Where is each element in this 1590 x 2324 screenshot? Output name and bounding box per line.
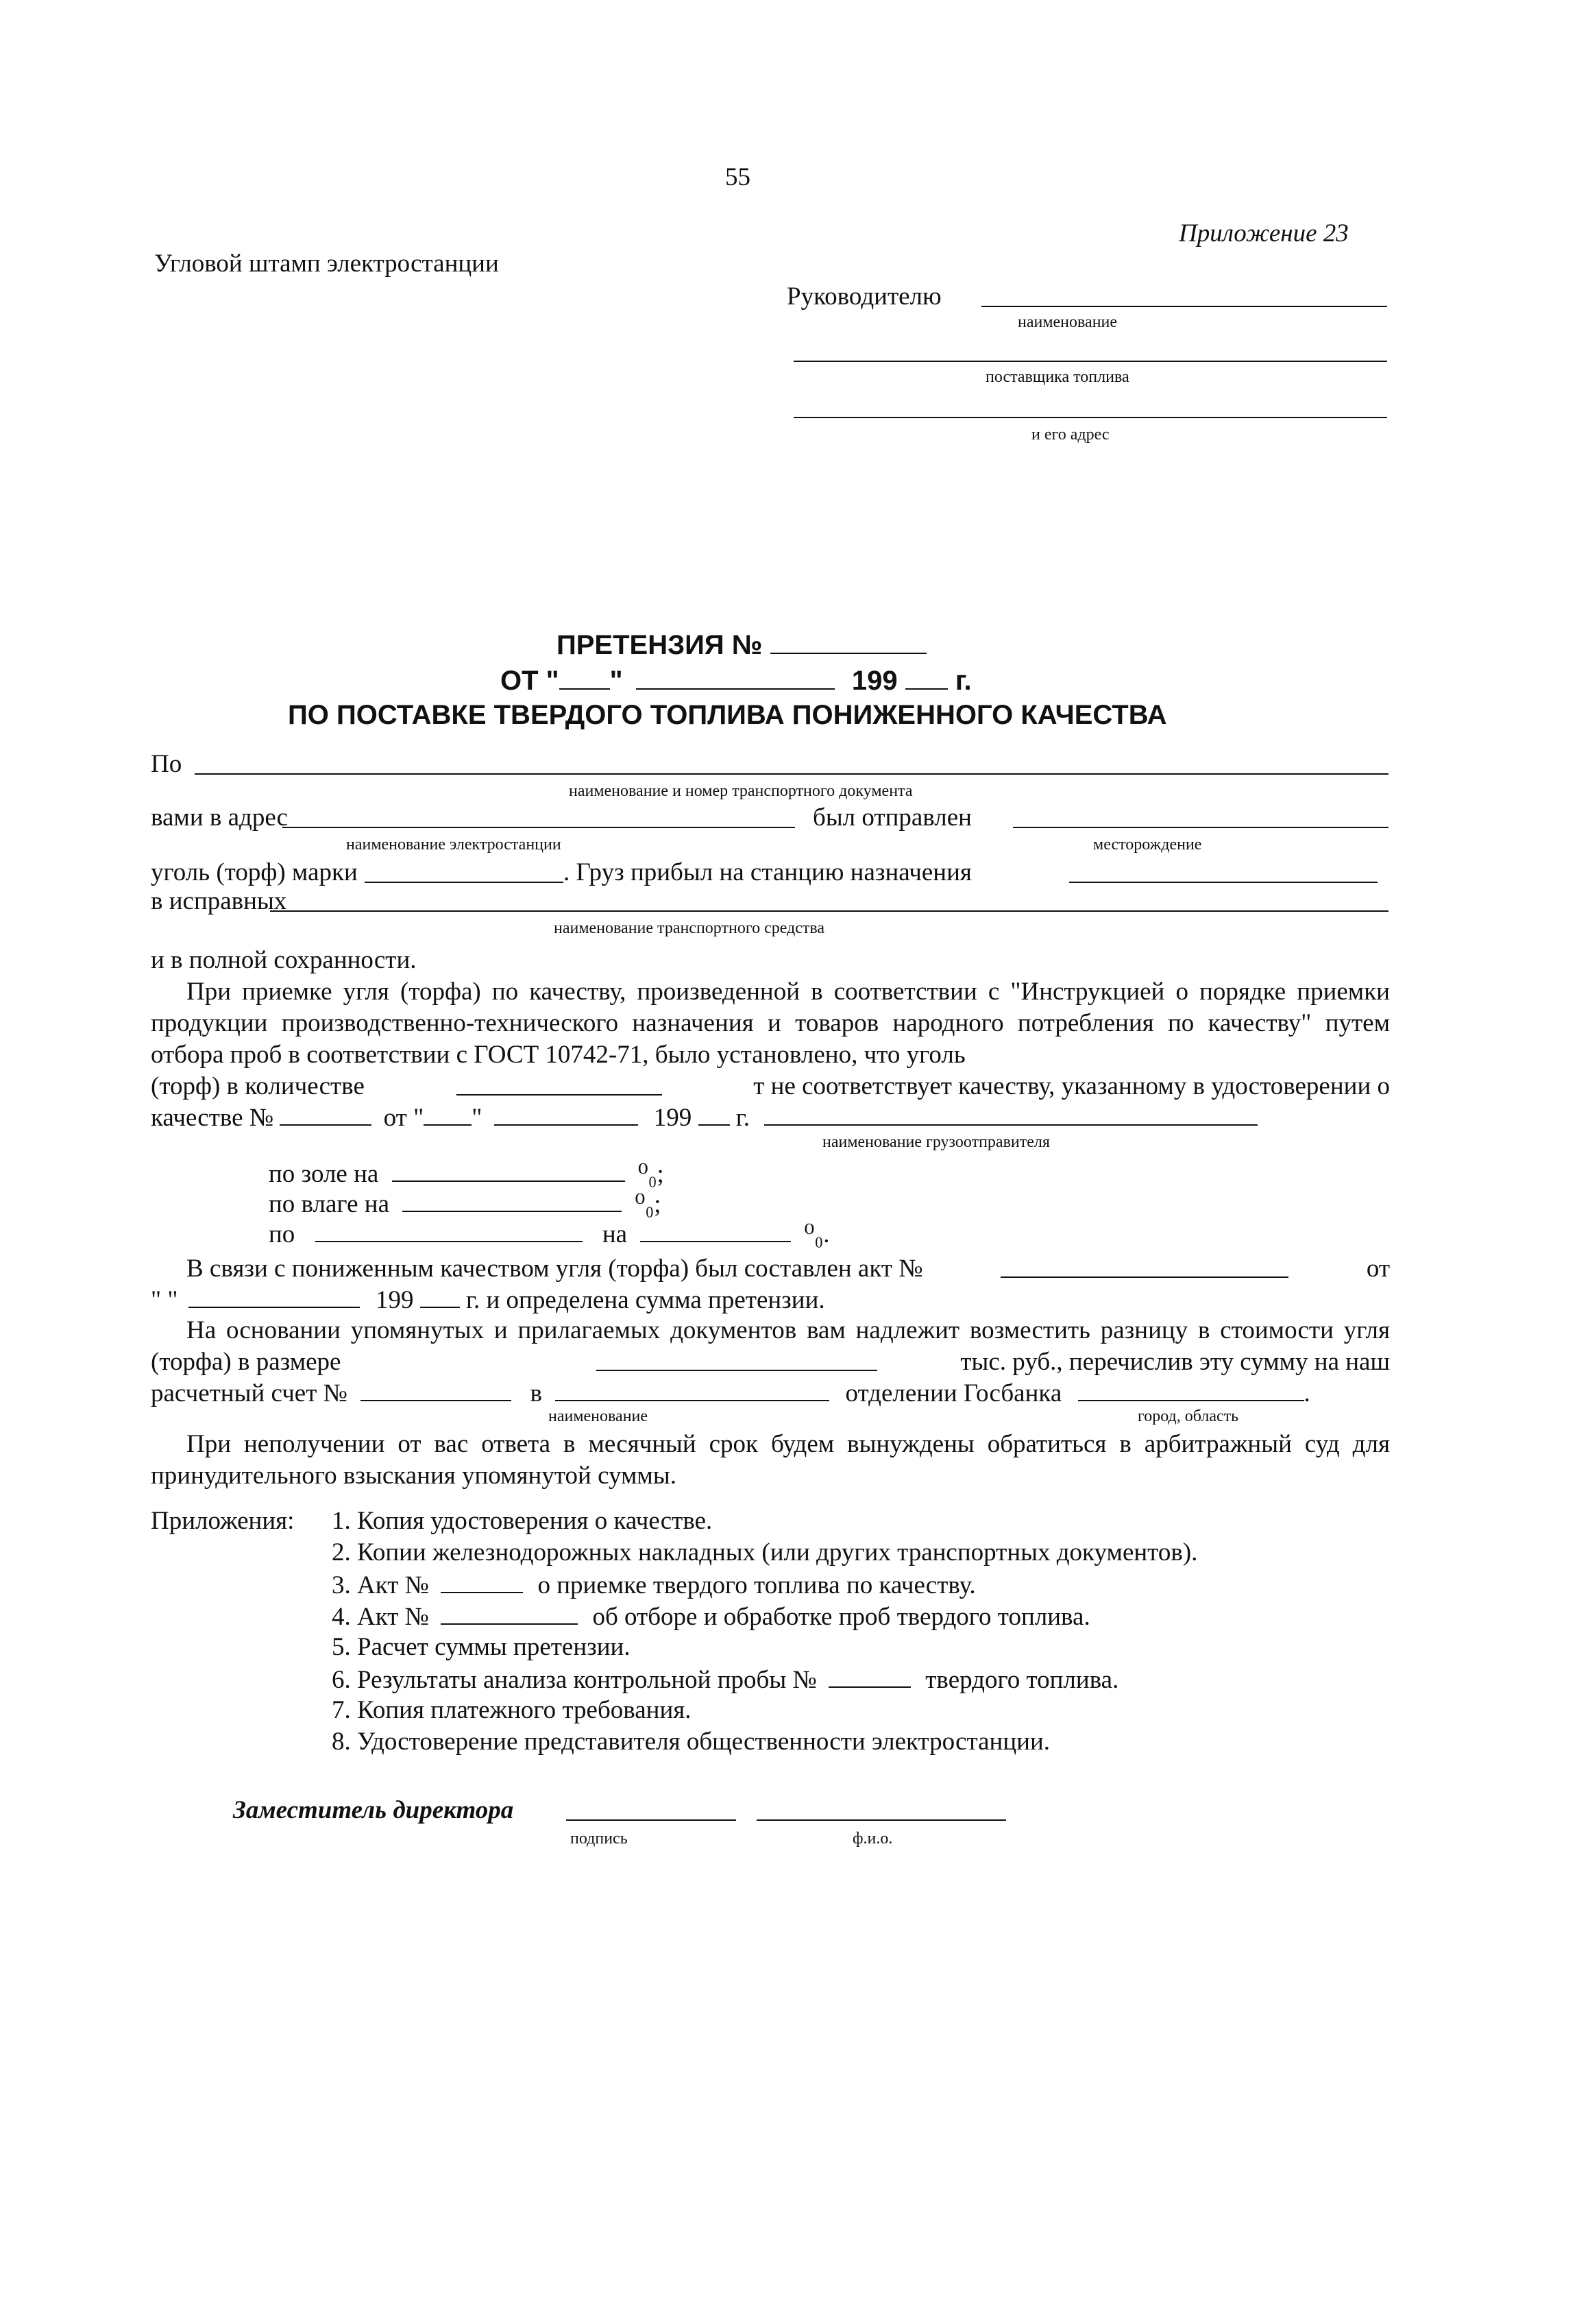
paragraph-compensation-line2 (151, 1346, 1390, 1378)
caption-city: город, область (1138, 1407, 1239, 1425)
signature-label: Заместитель директора (233, 1796, 514, 1824)
para2-199: 199 (375, 1286, 414, 1314)
city-blank (1078, 1377, 1304, 1401)
page-number: 55 (725, 163, 750, 191)
para2-text: В связи с пониженным качеством угля (торфа) был составлен акт № (186, 1255, 923, 1283)
para2-quote: " " (151, 1286, 178, 1314)
vehicle-blank (270, 910, 1389, 912)
claim-date-g: г. (955, 666, 972, 696)
para1-ot: от " (383, 1104, 424, 1132)
paragraph-arbitration: При неполучении от вас ответа в месячный срок будем вынуждены обратиться в арбитражный суд для принудительного взыскания упомянутой суммы. (151, 1430, 1390, 1490)
attachment-3-blank (441, 1569, 523, 1593)
other-param-blank (315, 1218, 583, 1242)
claim-date-year: 199 (851, 666, 898, 696)
act-month-blank (188, 1283, 360, 1308)
certificate-number-blank (280, 1101, 371, 1126)
para1-kach: качестве № (151, 1104, 274, 1132)
other-value-blank (640, 1218, 791, 1242)
para3-v: в (530, 1379, 542, 1407)
moisture-line (269, 1187, 661, 1220)
paragraph-act-line1 (151, 1253, 1390, 1285)
claim-title (556, 628, 927, 662)
para1-quote: " (472, 1104, 482, 1132)
addressee-caption-supplier: поставщика топлива (986, 368, 1129, 386)
caption-deposit: месторождение (1093, 836, 1202, 854)
attachment-4-blank (441, 1600, 578, 1625)
body-gruz: . Груз прибыл на станцию назначения (563, 858, 972, 886)
attachment-6-label: 6. Результаты анализа контрольной пробы № (332, 1666, 817, 1694)
transport-doc-blank (195, 773, 1389, 775)
grade-blank (365, 882, 563, 883)
claim-number-blank (770, 629, 927, 654)
attachment-4-tail: об отборе и обработке проб твердого топлива. (592, 1603, 1090, 1631)
para1-199: 199 (653, 1104, 692, 1132)
caption-bank-name: наименование (548, 1407, 648, 1425)
ash-pct: ⁰₀; (637, 1160, 664, 1188)
body-po: По (151, 750, 182, 778)
ash-blank (392, 1157, 625, 1182)
caption-shipper: наименование грузоотправителя (822, 1133, 1050, 1151)
claim-date (500, 664, 972, 698)
caption-vehicle: наименование транспортного средства (554, 919, 825, 937)
account-blank (360, 1377, 511, 1401)
body-vam-v-adres: вами в адрес (151, 803, 289, 832)
certificate-day-blank (424, 1101, 472, 1126)
para1-t: т не соответствует качеству, указанному в удостоверении о (753, 1072, 1390, 1100)
body-sohrannost: и в полной сохранности. (151, 946, 417, 974)
bank-name-blank (555, 1377, 829, 1401)
claim-date-ot: ОТ " (500, 666, 559, 696)
caption-fio: ф.и.о. (853, 1830, 893, 1848)
addressee-label: Руководителю (787, 282, 942, 311)
quantity-blank (456, 1071, 662, 1096)
body-v-ispravnyh: в исправных (151, 887, 287, 915)
attachment-2: 2. Копии железнодорожных накладных (или других транспортных документов). (332, 1538, 1198, 1566)
caption-station: наименование электростанции (346, 836, 561, 854)
caption-signature: подпись (570, 1830, 628, 1848)
act-year-blank (420, 1283, 460, 1308)
paragraph-compensation-line3: расчетный счет № в отделении Госбанка . (151, 1377, 1310, 1409)
addressee-blank-3 (794, 417, 1387, 418)
attachments-label: Приложения: (151, 1507, 295, 1535)
moisture-pct: ⁰₀; (635, 1190, 661, 1218)
para3-account: расчетный счет № (151, 1379, 347, 1407)
para3-text: На основании упомянутых и прилагаемых документов вам надлежит возместить разницу в стоимости угля (торфа) в размере (151, 1316, 1390, 1376)
caption-transport-doc: наименование и номер транспортного документа (569, 782, 913, 800)
attachment-4 (332, 1600, 1090, 1633)
attachment-6 (332, 1663, 1118, 1696)
attachment-6-blank (829, 1663, 911, 1688)
attachment-4-label: 4. Акт № (332, 1603, 429, 1631)
claim-day-blank (559, 665, 610, 690)
shipper-blank (764, 1101, 1258, 1126)
certificate-month-blank (494, 1101, 638, 1126)
ash-line (269, 1157, 664, 1190)
other-po: по (269, 1220, 295, 1248)
moisture-blank (402, 1187, 622, 1212)
other-line (269, 1218, 830, 1250)
para3-tail: тыс. руб., перечислив эту сумму на наш (960, 1348, 1390, 1376)
appendix-label: Приложение 23 (1179, 219, 1349, 247)
claim-year-blank (905, 665, 948, 690)
paragraph-acceptance-line5 (151, 1101, 1258, 1134)
attachment-3 (332, 1569, 976, 1601)
deposit-blank (1013, 827, 1389, 828)
addressee-blank-1 (981, 306, 1387, 307)
act-number-blank (1001, 1253, 1288, 1278)
para2-tail: г. и определена сумма претензии. (465, 1286, 825, 1314)
station-blank (282, 827, 795, 828)
claim-date-quote: " (609, 666, 623, 696)
moisture-label: по влаге на (269, 1190, 390, 1218)
claim-title-text: ПРЕТЕНЗИЯ № (556, 630, 763, 660)
amount-blank (596, 1346, 877, 1371)
certificate-year-blank (698, 1101, 730, 1126)
addressee-caption-name: наименование (1018, 313, 1118, 331)
destination-blank (1069, 882, 1378, 883)
other-na: на (602, 1220, 628, 1248)
body-byl-otpravlen: был отправлен (813, 803, 972, 832)
paragraph-acceptance-line4 (151, 1071, 1390, 1102)
attachment-6-tail: твердого топлива. (925, 1666, 1119, 1694)
attachment-3-label: 3. Акт № (332, 1571, 429, 1599)
addressee-caption-address: и его адрес (1031, 426, 1110, 444)
claim-subject: ПО ПОСТАВКЕ ТВЕРДОГО ТОПЛИВА ПОНИЖЕННОГО КАЧЕСТВА (288, 700, 1167, 730)
para1-torf: (торф) в количестве (151, 1072, 365, 1100)
corner-stamp-label: Угловой штамп электростанции (154, 250, 499, 278)
addressee-blank-2 (794, 361, 1387, 362)
body-ugol-marki: уголь (торф) марки (151, 858, 358, 886)
attachment-1: 1. Копия удостоверения о качестве. (332, 1507, 713, 1535)
para2-ot: от (1366, 1255, 1390, 1283)
paragraph-act-line2 (151, 1283, 825, 1316)
signature-blank (566, 1819, 736, 1821)
fio-blank (757, 1819, 1006, 1821)
attachment-8: 8. Удостоверение представителя общественности электростанции. (332, 1728, 1050, 1756)
ash-label: по золе на (269, 1160, 379, 1188)
attachment-3-tail: о приемке твердого топлива по качеству. (537, 1571, 976, 1599)
attachment-7: 7. Копия платежного требования. (332, 1696, 692, 1724)
para1-g: г. (735, 1104, 750, 1132)
claim-month-blank (636, 665, 835, 690)
attachment-5: 5. Расчет суммы претензии. (332, 1633, 631, 1661)
para3-branch: отделении Госбанка (845, 1379, 1062, 1407)
other-pct: ⁰₀. (804, 1220, 830, 1248)
paragraph-acceptance: При приемке угля (торфа) по качеству, произведенной в соответствии с "Инструкцией о порядке приемки продукции производственно-технического назначения и товаров народного потребления по качеству" путем отбора проб в соответствии с ГОСТ 10742-71, было установлено, что уголь (151, 978, 1390, 1069)
